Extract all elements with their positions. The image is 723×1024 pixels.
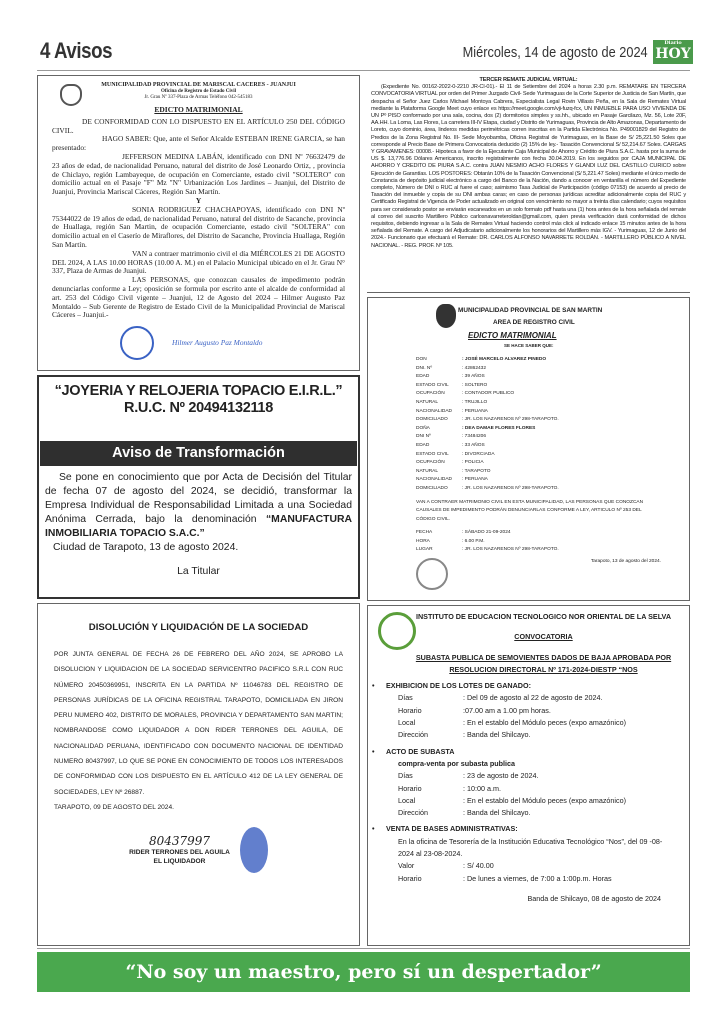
row-label: FECHA — [416, 530, 433, 536]
org-name: MUNICIPALIDAD PROVINCIAL DE SAN MARTIN — [458, 307, 603, 314]
row-value: : 10:00 a.m. — [463, 783, 501, 793]
row-value: : 42862432 — [462, 365, 487, 371]
row-label: Horario — [398, 783, 422, 793]
civil-data-row — [416, 451, 661, 460]
signature-area — [52, 326, 345, 360]
row-label: NATURAL — [416, 468, 439, 474]
civil-data-row — [416, 416, 661, 425]
official-seal-icon — [120, 326, 154, 360]
row-value: : 23 de agosto de 2024. — [463, 771, 539, 781]
civil-data-row — [416, 390, 661, 399]
section-lead: compra-venta por subasta publica — [398, 758, 516, 768]
section-title: • VENTA DE BASES ADMINISTRATIVAS: — [368, 823, 689, 835]
signer-role: EL LIQUIDADOR — [153, 858, 206, 866]
diario-hoy-logo — [653, 40, 693, 64]
paragraph: LAS PERSONAS, que conozcan causales de impedimento podrán denunciarlas conforme a Ley; oposición se formula por escrito ante el alcalde de conformidad al art. 253 del Código Civil vigente – Juanjui, 12 de Agosto del 2024 – Hilmer Augusto Paz Montaldo – Sub Gerente de Registro de Estado Civil de la Municipalidad Provincial de Mariscal Cáceres – Juanjui.- — [52, 275, 345, 320]
section-lead: En la oficina de Tesorería de la Institución Educativa Tecnológico “Nos”, del 09 -08-2024 al 23-08-2024. — [398, 836, 663, 859]
civil-data-row — [416, 442, 661, 451]
signer-name: RIDER TERRONES DEL AGUILA — [129, 849, 230, 857]
section-title: 4 Avisos — [40, 38, 113, 63]
row-value: : Banda del Shilcayo. — [463, 730, 531, 740]
header-divider — [37, 70, 690, 71]
section-row — [368, 783, 689, 795]
disolucion-sociedad — [37, 603, 360, 946]
paragraph: JEFFERSON MEDINA LABÁN, identificado con DNI Nº 76632479 de 23 años de edad, de nacionalidad Peruano, natural del distrito de José Leonardo Ortiz, , provincia de Chiclayo, región Lambayeque, de ocupación en Comerciante, estado civil "SOLTERO" con domicilio actual en el Pasaje "F" Mz "N" Urbanización Los Jardines – Juanjui, del Distrito de Juanjui, Provincia Mariscal Cáceres, Región San Martín. — [52, 151, 345, 197]
section-row — [368, 860, 689, 872]
row-value: : TARAPOTO — [462, 468, 491, 474]
row-label: DOMICILIADO — [416, 485, 448, 491]
civil-data-row — [416, 399, 661, 408]
civil-data-row — [416, 476, 661, 485]
row-label: NATURAL — [416, 399, 439, 405]
institute-logo-icon — [378, 612, 416, 650]
paragraph: DE CONFORMIDAD CON LO DISPUESTO EN EL ARTÍCULO 250 DEL CÓDIGO CIVIL. — [52, 116, 345, 135]
event-row — [416, 538, 661, 547]
fingerprint-icon — [240, 827, 268, 873]
handwritten-dni: 80437997 — [148, 834, 211, 849]
row-label: Local — [398, 795, 416, 805]
section-row — [368, 692, 689, 704]
row-label: NACIONALIDAD — [416, 408, 452, 414]
row-label: HORA — [416, 538, 430, 544]
row-value: : JOSÉ MARCELO ALVAREZ PINEDO — [462, 357, 547, 362]
row-value: : 73484206 — [462, 434, 487, 440]
row-value: : En el establo del Módulo peces (expo amazónico) — [463, 795, 627, 805]
row-value: : Banda del Shilcayo. — [463, 808, 531, 818]
civil-data-row — [416, 485, 661, 494]
notice-text: VAN A CONTRAER MATRIMONIO CIVIL EN ESTA MUNICIPALIDAD, LAS PERSONAS QUE CONOZCAN CAUSALES DE IMPEDIMENTO PODRÁN DENUNCIARLAS CONFORME A LEY, ARTICULO Nº 253 DEL CÓDIGO CIVIL. — [416, 499, 644, 522]
org-name: MUNICIPALIDAD PROVINCIAL DE MARISCAL CACERES - JUANJUI — [101, 82, 296, 88]
civil-data-row — [416, 459, 661, 468]
notice-type-bar: Aviso de Transformación — [40, 441, 357, 466]
convocatoria-section — [368, 823, 689, 884]
section-title: • ACTO DE SUBASTA — [368, 746, 689, 758]
section-row — [368, 729, 689, 741]
section-row — [368, 795, 689, 807]
logo-big-text: HOY — [655, 46, 691, 62]
row-label: ESTADO CIVIL — [416, 451, 449, 457]
section-row — [368, 717, 689, 729]
notice-body: Se pone en conocimiento que por Acta de Decisión del Titular de fecha 07 de agosto del 2024, se decidió, transformar la Empresa Individual de Responsabilidad Limitada a una Sociedad Anónima Cerrada, bajo la denominación — [45, 472, 352, 525]
convocatoria-instituto — [367, 605, 690, 946]
row-value: : PERUANA — [462, 408, 488, 414]
notice-title: DISOLUCIÓN Y LIQUIDACIÓN DE LA SOCIEDAD — [88, 622, 309, 633]
row-label: DOÑA — [416, 425, 430, 431]
new-company-name: “MANUFACTURA INMOBILIARIA TOPACIO S.A.C.” — [45, 514, 352, 539]
row-value: : DIVORCIADA — [462, 451, 495, 457]
row-value: : CONTADOR PUBLICO — [462, 391, 515, 397]
convocatoria-section — [368, 746, 689, 820]
aviso-topacio — [37, 375, 360, 599]
divider — [367, 292, 690, 293]
row-value: : 39 AÑOS — [462, 374, 485, 380]
notice-body: (Expediente No. 00162-2022-0-2210 JR-CI-01).- El 11 de Setiembre del 2024 a horas 2.30 p.m. REMATARE EN TERCERA CONVOCATORIA VIRTUAL por orden del Primer Juzgado Civil- Sede Yurimaguas de la Corte Superior de Justicia de San Martín, que despacha el Señor Juez Carlos Michael Montoya Cabrera, Especialista Legal Rovin Villasis Peña, en la Sala de Remates Virtual mediante la Plataforma Google Meet cuyo enlace es https://meet.google.com/vji-fuzq-fcx, UN INMUEBLE PARA USO VIVIENDA DE UN Pº PISO conformado por una sala, cocina, dos (2) dormitorios simples y ss.hh., ubicado en Pasaje Garcilazo, Mz. 56, Lote 20F, AA.HH. La Loma, Las Flores, La carretera III-IV Etapa, ciudad y Distrito de Yurimaguas, Provincia de Alto Amazonas, Departamento de Loreto, cuyo dominio, área, linderos medidas perimétricas corren inscritas en la Partida Electrónica No. P49001829 del Registro de Predios de la Zona Registral No. III- Sede Moyobamba, Oficina Registral de Yurimaguas, en la Base de S/ 25,221.50 Soles que corresponde al Precio Base de Primera Convocatoria deducido (2) 15% de ley.- Tasación Convencional S/ 52,214.67 Soles. CARGAS Y GRAVAMENES: 00008.- Hipoteca a favor de la Ejecutante Caja Municipal de Ahorro y Crédito de Piura S.A.C. hasta por la suma de US $. 13,776.96 Dólares Americanos, inscrito registralmente con fecha 30.04.2019. En los seguidos por CAJA MUNICIPAL DE AHORRO Y CREDITO DE PIURA S.A.C. contra JUAN NESMIO ACHO FLORES Y GLANDI LUZ DEL CASTILLO CURICO sobre Ejecución de Garantías. LOS POSTORES: Obtarán 10% de la Tasación Convencional (S/ 5,221.47 Soles) mediante el único medio de Constancia de depósito judicial electrónico a cargo del Banco de la Nación, dando a conocer en ventanilla el número del Expediente completo, Número de DNI o RUC al fuere el caso; asimismo Tasa Judicial de Participación (código 07153) de acuerdo al precio de Tasación del inmueble y copia de su DNI ambas caras; en caso de personas jurídicas acreditar adicionalmente copia del RUC y Certificado Registral de Vigencia de Poder actualizado en original con vencimiento no mayor a treinta días calendario; cuyos requisitos para ser considerado postor se enviarán escaneados en un solo formato pdf hasta una (1) hora antes de la hora señalada del remate al correo del suscrito Martillero Público carlosnavarreteroldan@gmail.com, quien previa verificación dará conformidad de dichos requisitos, debiendo ingresar a la Sala de Remates Virtual haciendo control más click al indicado enlace 15 minutos antes de la hora señalada del Remate. A cargo del Adjudicatario adicionalmente los honorarios del Martillero más IGV. - Yurimaguas, 12 de Junio del 2024.- Funcionario que efectuará el Remate: DR. CARLOS ALFONSO NAVARRETE ROLDÁN. - MARTILLERO PÚBLICO A NIVEL NACIONAL. - REG. PROF. Nº 105. — [371, 84, 686, 249]
municipal-crest-icon — [436, 304, 456, 328]
row-label: Horario — [398, 873, 422, 883]
signer-name: Hilmer Augusto Paz Montaldo — [172, 337, 263, 347]
row-value: :07.00 am a 1.00 pm horas. — [463, 705, 551, 715]
row-label: Valor — [398, 861, 415, 871]
convocatoria-title: CONVOCATORIA — [514, 632, 573, 642]
civil-data-row — [416, 433, 661, 442]
row-label: OCUPACIÓN — [416, 391, 445, 397]
area-name: AREA DE REGISTRO CIVIL — [493, 319, 575, 326]
edicto-title: EDICTO MATRIMONIAL — [468, 331, 557, 340]
section-row — [368, 873, 689, 885]
section-row — [368, 770, 689, 782]
event-row — [416, 529, 661, 538]
row-value: : DEA DAMAE FLORES FLORES — [462, 425, 536, 431]
row-value: : POLICIA — [462, 460, 484, 466]
remate-judicial — [367, 75, 690, 291]
logo-small-text: Diario — [664, 40, 682, 46]
row-label: DNI Nº — [416, 434, 431, 440]
signature-area — [54, 827, 343, 873]
row-value: : TRUJILLO — [462, 399, 488, 405]
paragraph: HAGO SABER: Que, ante el Señor Alcalde ESTEBAN IRENE GARCIA, se han presentado: — [52, 134, 345, 153]
row-value: : JR. LOS NAZARENOS Nº 298-TARAPOTO. — [462, 485, 559, 491]
row-label: LUGAR — [416, 547, 433, 553]
section-row — [368, 705, 689, 717]
row-value: : Del 09 de agosto al 22 de agosto de 2024. — [463, 693, 603, 703]
row-label: ESTADO CIVIL — [416, 382, 449, 388]
section-row — [368, 807, 689, 819]
edicto-juanjui — [37, 75, 360, 371]
signature-label: La Titular — [177, 566, 220, 577]
civil-data-row — [416, 425, 661, 434]
civil-data-row — [416, 373, 661, 382]
row-label: EDAD — [416, 374, 430, 380]
row-value: : De lunes a viernes, de 7:00 a 1:00p.m. Horas — [463, 873, 612, 883]
civil-data-row — [416, 408, 661, 417]
event-row — [416, 546, 661, 555]
row-label: DNI. Nº — [416, 365, 433, 371]
place-date: Tarapoto, 13 de agosto del 2024. — [590, 559, 661, 565]
office-name: Oficina de Registro de Estado Civil — [160, 89, 237, 94]
section-title: • EXHIBICION DE LOS LOTES DE GANADO: — [368, 680, 689, 692]
edicto-subtitle: SE HACE SABER QUE: — [504, 343, 554, 348]
edicto-san-martin — [367, 297, 690, 601]
place-date: TARAPOTO, 09 DE AGOSTO DEL 2024. — [54, 803, 174, 811]
company-ruc: R.U.C. Nº 20494132118 — [124, 400, 273, 416]
row-label: Local — [398, 718, 416, 728]
paragraph: SONIA RODRIGUEZ CHACHAPOYAS, identificado con DNI Nº 75344022 de 19 años de edad, de nacionalidad Peruano, natural del distrito de Sacanche, provincia de Huallaga, región San Martin, de ocupación Comerciante, estado civil "SOLTERA" con domicilio actual en el Caserío de Miraflores, del Distrito de Sacanche, Provincia Huallaga, Región San Martín. — [52, 204, 345, 249]
row-value: : SOLTERO — [462, 382, 488, 388]
place-date: Ciudad de Tarapoto, 13 de agosto 2024. — [53, 542, 239, 553]
footer-divider — [37, 948, 690, 949]
paragraph: Y — [195, 195, 202, 205]
row-label: NACIONALIDAD — [416, 477, 452, 483]
subtitle: RESOLUCION DIRECTORAL Nº 171-2024-DIESTP “NOS — [449, 664, 638, 674]
row-value: : En el establo del Módulo peces (expo amazónico) — [463, 718, 627, 728]
office-address: Jr. Grau Nº 337-Plaza de Armas Teléfono 042-545183 — [144, 95, 253, 100]
official-seal-icon — [416, 558, 448, 590]
edicto-title: EDICTO MATRIMONIAL — [154, 105, 243, 114]
row-label: EDAD — [416, 442, 430, 448]
row-label: Días — [398, 771, 413, 781]
row-label: Días — [398, 693, 413, 703]
footer-quote: “No soy un maestro, pero sí un despertador” — [37, 952, 690, 992]
row-label: DON — [416, 357, 427, 362]
row-value: : 6.00 P.M. — [462, 538, 485, 544]
notice-title: TERCER REMATE JUDICIAL VIRTUAL: — [479, 77, 578, 83]
row-value: : SÁBADO 21-09-2024 — [462, 530, 511, 536]
issue-date: Miércoles, 14 de agosto de 2024 — [462, 44, 648, 61]
municipal-crest-icon — [60, 84, 82, 106]
row-label: OCUPACIÓN — [416, 460, 445, 466]
civil-data-row — [416, 468, 661, 477]
convocatoria-section — [368, 680, 689, 741]
row-value: : JR. LOS NAZARENOS Nº 298-TARAPOTO. — [462, 417, 559, 423]
row-value: : S/ 40.00 — [463, 861, 494, 871]
place-date: Banda de Shilcayo, 08 de agosto de 2024 — [527, 893, 661, 903]
row-label: Dirección — [398, 730, 428, 740]
company-name: “JOYERIA Y RELOJERIA TOPACIO E.I.R.L.” — [54, 383, 343, 399]
paragraph: VAN a contraer matrimonio civil el día MIÉRCOLES 21 DE AGOSTO DEL 2024, A LAS 10.00 HORAS (10.00 A. M.) en el Palacio Municipal ubicado en el Jr. Grau N° 337, Plaza de Armas de Juanjui. — [52, 248, 345, 276]
row-label: Dirección — [398, 808, 428, 818]
civil-data-row — [416, 382, 661, 391]
row-value: : JR. LOS NAZARENOS Nº 298-TARAPOTO. — [462, 547, 559, 553]
civil-data-row — [416, 365, 661, 374]
subtitle: SUBASTA PUBLICA DE SEMOVIENTES DADOS DE BAJA APROBADA POR — [415, 652, 672, 662]
org-name: INSTITUTO DE EDUCACION TECNOLOGICO NOR ORIENTAL DE LA SELVA — [415, 612, 672, 621]
notice-body: POR JUNTA GENERAL DE FECHA 26 DE FEBRERO DEL AÑO 2024, SE APROBO LA DISOLUCION Y LIQUIDACION DE LA SOCIEDAD SERVICENTRO PACIFICO S.R.L CON RUC NÚMERO 20450369951, INSCRITA EN LA PARTIDA Nº 11046783 DEL REGISTRO DE PERSONAS JURÍDICAS DE LA OFICINA REGISTRAL TARAPOTO, DOMICILIADA EN JIRON PERU NUMERO 402, DISTRITO DE MORALES, PROVINCIA Y DEPARTAMENTO SAN MARTIN; NOMBRANDOSE COMO LIQUIDADOR A DON RIDER TERRONES DEL AGUILA, DE NACIONALIDAD PERUANA, IDENTIFICADO CON DOCUMENTO NACIONAL DE IDENTIDAD NUMERO 80437997, LO QUE SE PONE EN CONOCIMIENTO DE TODOS LOS INTERESADOS DE CONFORMIDAD CON LOS DISPUESTO EN EL ARTÍCULO 412 DE LA LEY GENERAL DE SOCIEDADES, LEY Nº 26887. — [54, 651, 343, 796]
row-label: Horario — [398, 705, 422, 715]
row-value: : PERUANA — [462, 477, 488, 483]
row-label: DOMICILIADO — [416, 417, 448, 423]
civil-data-row — [416, 356, 661, 365]
row-value: : 33 AÑOS — [462, 442, 485, 448]
